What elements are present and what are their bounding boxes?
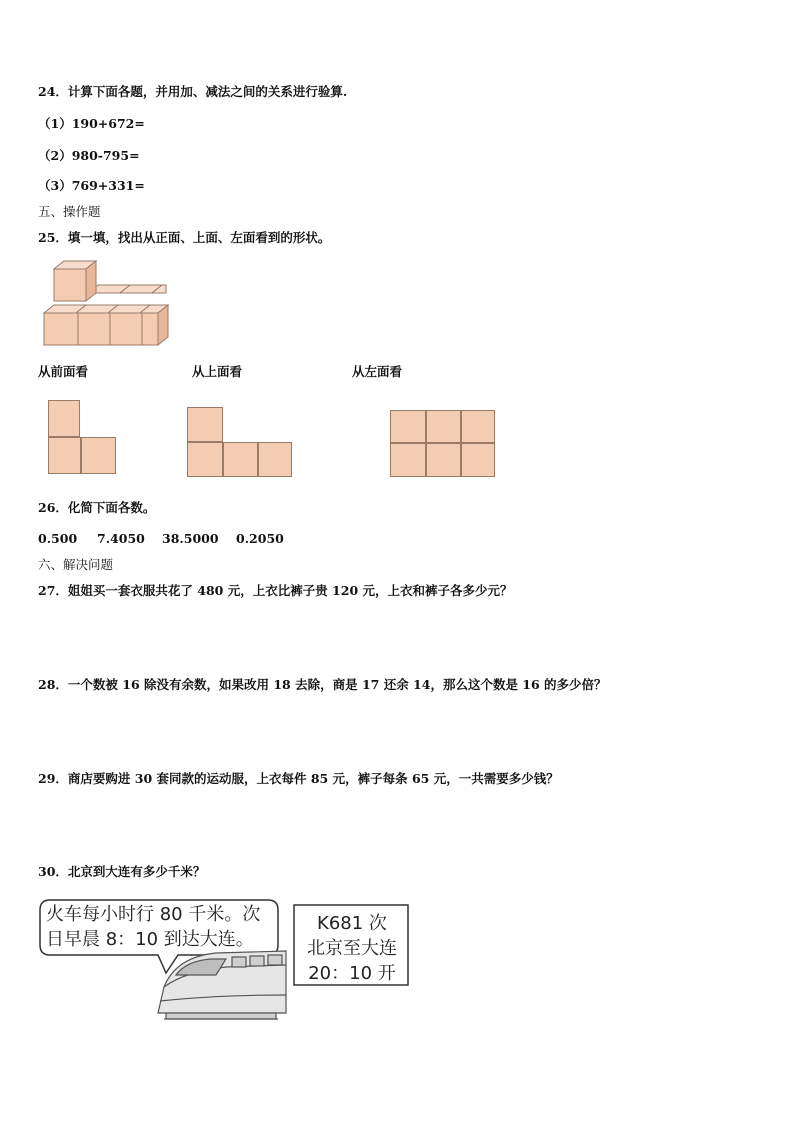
top-view-cube xyxy=(223,442,258,477)
q29-text: 29．商店要购进 30 套同款的运动服，上衣每件 85 元，裤子每条 65 元，一共需要多少钱？ xyxy=(38,771,559,786)
left-view-cube xyxy=(461,410,495,443)
cube-stack-figure xyxy=(40,255,175,350)
q24-title: 24．计算下面各题，并用加、减法之间的关系进行验算. xyxy=(38,84,348,99)
sign-line-1: K681 次 xyxy=(317,913,387,934)
q26-title: 26．化简下面各数。 xyxy=(38,500,156,515)
left-view-cube xyxy=(426,443,461,477)
q26-number-4: 0.2050 xyxy=(236,531,284,546)
view-label-left: 从左面看 xyxy=(352,364,403,379)
top-view-cube xyxy=(258,442,292,477)
view-label-top: 从上面看 xyxy=(192,364,243,379)
q27-text: 27．姐姐买一套衣服共花了 480 元，上衣比裤子贵 120 元，上衣和裤子各多少元？ xyxy=(38,583,513,598)
left-view-cube xyxy=(390,410,426,443)
view-label-front: 从前面看 xyxy=(38,364,89,379)
sign-line-3: 20：10 开 xyxy=(308,963,396,984)
q26-number-2: 7.4050 xyxy=(97,531,145,546)
front-view-cube xyxy=(48,400,80,437)
sign-line-2: 北京至大连 xyxy=(307,938,397,959)
section-6-heading: 六、解决问题 xyxy=(38,557,114,572)
top-view-cube xyxy=(187,407,223,442)
q26-number-3: 38.5000 xyxy=(162,531,219,546)
q24-item-1: （1）190+672= xyxy=(38,116,145,131)
q26-number-1: 0.500 xyxy=(38,531,78,546)
left-view-cube xyxy=(426,410,461,443)
top-view-cube xyxy=(187,442,223,477)
q24-item-2: （2）980-795= xyxy=(38,148,140,163)
section-5-heading: 五、操作题 xyxy=(38,204,101,219)
left-view-cube xyxy=(390,443,426,477)
speech-line-1: 火车每小时行 80 千米。次 xyxy=(46,904,261,925)
left-view-cube xyxy=(461,443,495,477)
front-view-cube xyxy=(48,437,81,474)
q24-item-3: （3）769+331= xyxy=(38,178,145,193)
q30-title: 30．北京到大连有多少千米？ xyxy=(38,864,206,879)
front-view-cube xyxy=(81,437,116,474)
speech-line-2: 日早晨 8：10 到达大连。 xyxy=(46,929,254,950)
q25-title: 25．填一填，找出从正面、上面、左面看到的形状。 xyxy=(38,230,331,245)
q28-text: 28．一个数被 16 除没有余数，如果改用 18 去除，商是 17 还余 14，那么这个数是 16 的多少倍？ xyxy=(38,677,607,692)
